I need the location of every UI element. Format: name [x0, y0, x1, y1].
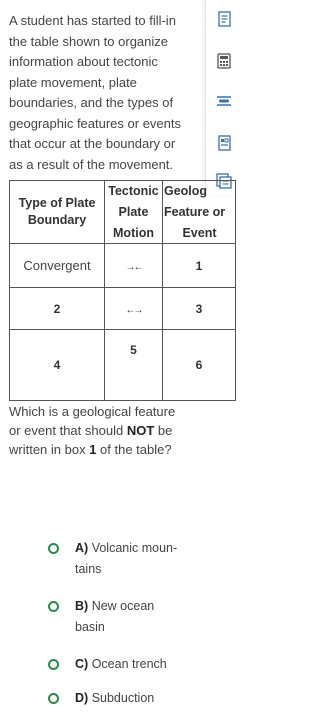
stem-line: as a result of the movement.: [9, 156, 174, 172]
cell-boundary-convergent: Convergent: [10, 244, 105, 288]
radio-button[interactable]: [48, 601, 59, 612]
converging-arrows-icon: →←: [125, 261, 142, 273]
cell-box-4: 4: [10, 330, 105, 401]
radio-button[interactable]: [48, 659, 59, 670]
header-text: Boundary: [27, 213, 87, 227]
choice-label: Subduction: [91, 691, 155, 705]
stem-line: boundaries, and the types of: [9, 95, 174, 110]
stem-line: the table shown to organize: [9, 33, 168, 49]
cell-box-5: 5: [105, 330, 163, 401]
choice-letter: A): [75, 541, 89, 555]
question-text: or event that should: [9, 423, 127, 438]
table-row: [10, 330, 236, 401]
header-text: Motion: [113, 225, 154, 240]
cell-motion-converging-arrows: [105, 244, 163, 288]
question-prompt: [9, 402, 209, 459]
question-text: of the table?: [96, 442, 172, 457]
table-header-row: [10, 181, 236, 244]
choice-text: [75, 688, 154, 709]
radio-button[interactable]: [48, 543, 59, 554]
answer-choice-c[interactable]: [48, 654, 198, 675]
header-type-of-plate-boundary: [10, 181, 105, 244]
header-text: Geolog: [164, 183, 208, 198]
choice-label: basin: [75, 620, 105, 634]
choice-letter: B): [75, 599, 89, 613]
question-text: be: [154, 423, 173, 438]
stem-line: geographic features or events: [9, 115, 181, 131]
table-row: [10, 288, 236, 330]
choice-text: [75, 596, 154, 638]
radio-button[interactable]: [48, 693, 59, 704]
highlighter-icon[interactable]: [215, 92, 233, 110]
calculator-icon[interactable]: [215, 52, 233, 70]
cell-motion-diverging-arrows: [105, 288, 163, 330]
question-emphasis: 1: [89, 442, 97, 457]
stem-line: that occur at the boundary or: [9, 136, 176, 151]
question-stem: [9, 11, 205, 175]
choice-label: New ocean: [91, 599, 155, 613]
answer-choice-a[interactable]: [48, 538, 198, 580]
question-text: written in box: [9, 442, 90, 457]
choice-label: Volcanic moun-: [91, 541, 178, 555]
reference-sheet-icon[interactable]: [215, 134, 233, 152]
plate-boundary-table: [9, 180, 236, 401]
stem-line: A student has started to fill-in: [9, 13, 176, 28]
question-line: Which is a geological feature: [9, 404, 176, 419]
choice-text: [75, 654, 167, 675]
question-line: [9, 421, 209, 440]
choice-label: tains: [75, 562, 102, 576]
choice-text: [75, 538, 177, 580]
answer-choice-d[interactable]: [48, 688, 198, 709]
header-text: Event: [182, 225, 217, 240]
header-text: Type of Plate: [18, 196, 96, 210]
header-tectonic-plate-motion: [105, 181, 163, 244]
question-line: [9, 440, 209, 459]
notes-icon[interactable]: [215, 10, 233, 28]
choice-letter: C): [75, 657, 89, 671]
cell-box-2: 2: [10, 288, 105, 330]
cell-box-6: 6: [163, 330, 236, 401]
tool-strip: [205, 0, 240, 195]
choice-label: Ocean trench: [91, 657, 167, 671]
answer-choice-b[interactable]: [48, 596, 198, 638]
header-text: Feature or: [164, 204, 226, 219]
question-emphasis: NOT: [126, 423, 155, 438]
stem-line: plate movement, plate: [9, 74, 137, 90]
cell-box-3: 3: [163, 288, 236, 330]
header-geologic-feature-or-event: [163, 181, 236, 244]
stem-line: information about tectonic: [9, 54, 158, 69]
table-row: [10, 244, 236, 288]
header-text: Plate: [118, 204, 149, 219]
header-text: Tectonic: [108, 183, 159, 198]
cell-box-1: 1: [163, 244, 236, 288]
choice-letter: D): [75, 691, 89, 705]
diverging-arrows-icon: ←→: [125, 304, 142, 316]
